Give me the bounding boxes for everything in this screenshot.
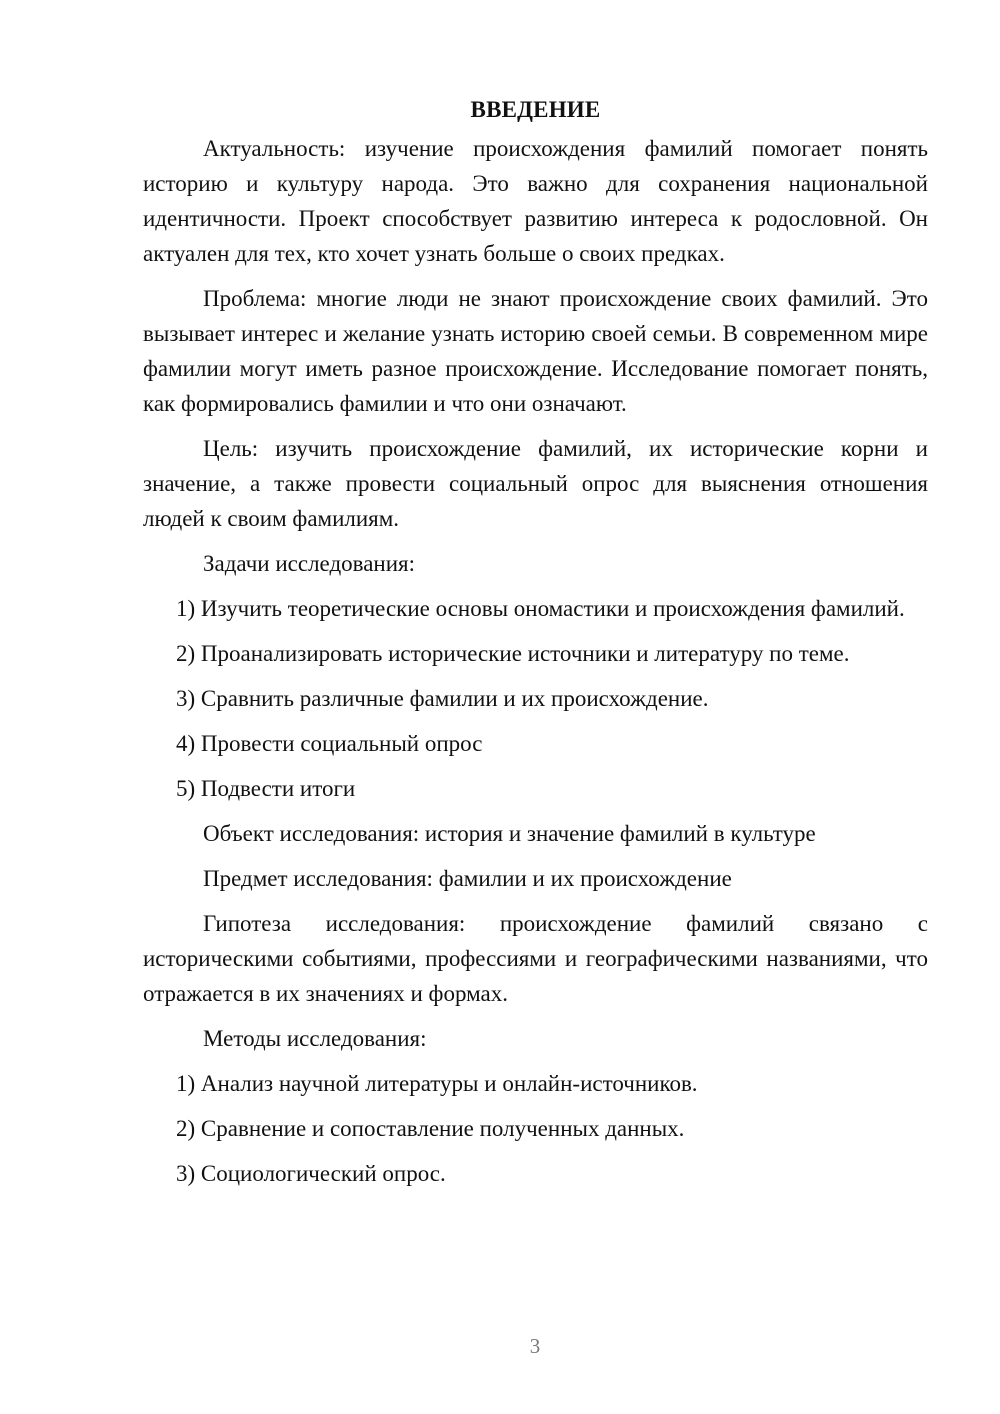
relevance-paragraph: Актуальность: изучение происхождения фамилий помогает понять историю и культуру народа. Это важно для сохранения национальной идентичности. Проект способствует развитию интереса к родословной. Он актуален для тех, кто хочет узнать больше о своих предках. (143, 136, 928, 266)
page-number: 3 (529, 1334, 541, 1358)
section-title: ВВЕДЕНИЕ (470, 97, 601, 122)
task-item-3: 3) Сравнить различные фамилии и их происхождение. (176, 686, 709, 711)
task-item-4: 4) Провести социальный опрос (176, 731, 483, 756)
task-item-5: 5) Подвести итоги (176, 776, 356, 801)
hypothesis-paragraph: Гипотеза исследования: происхождение фамилий связано с историческими событиями, профессиями и географическими названиями, что отражается в их значениях и формах. (143, 911, 928, 1006)
problem-paragraph: Проблема: многие люди не знают происхождение своих фамилий. Это вызывает интерес и желание узнать историю своей семьи. В современном мире фамилии могут иметь разное происхождение. Исследование помогает понять, как формировались фамилии и что они означают. (143, 286, 928, 416)
methods-heading: Методы исследования: (203, 1026, 427, 1051)
tasks-heading: Задачи исследования: (203, 551, 416, 576)
goal-paragraph: Цель: изучить происхождение фамилий, их исторические корни и значение, а также провести социальный опрос для выяснения отношения людей к своим фамилиям. (143, 436, 928, 531)
method-item-2: 2) Сравнение и сопоставление полученных данных. (176, 1116, 685, 1141)
task-item-2: 2) Проанализировать исторические источники и литературу по теме. (176, 641, 850, 666)
research-subject: Предмет исследования: фамилии и их происхождение (203, 866, 732, 891)
document-page (143, 92, 928, 1201)
method-item-3: 3) Социологический опрос. (176, 1161, 446, 1186)
method-item-1: 1) Анализ научной литературы и онлайн-источников. (176, 1071, 698, 1096)
task-item-1: 1) Изучить теоретические основы ономастики и происхождения фамилий. (176, 596, 905, 621)
research-object: Объект исследования: история и значение фамилий в культуре (203, 821, 816, 846)
